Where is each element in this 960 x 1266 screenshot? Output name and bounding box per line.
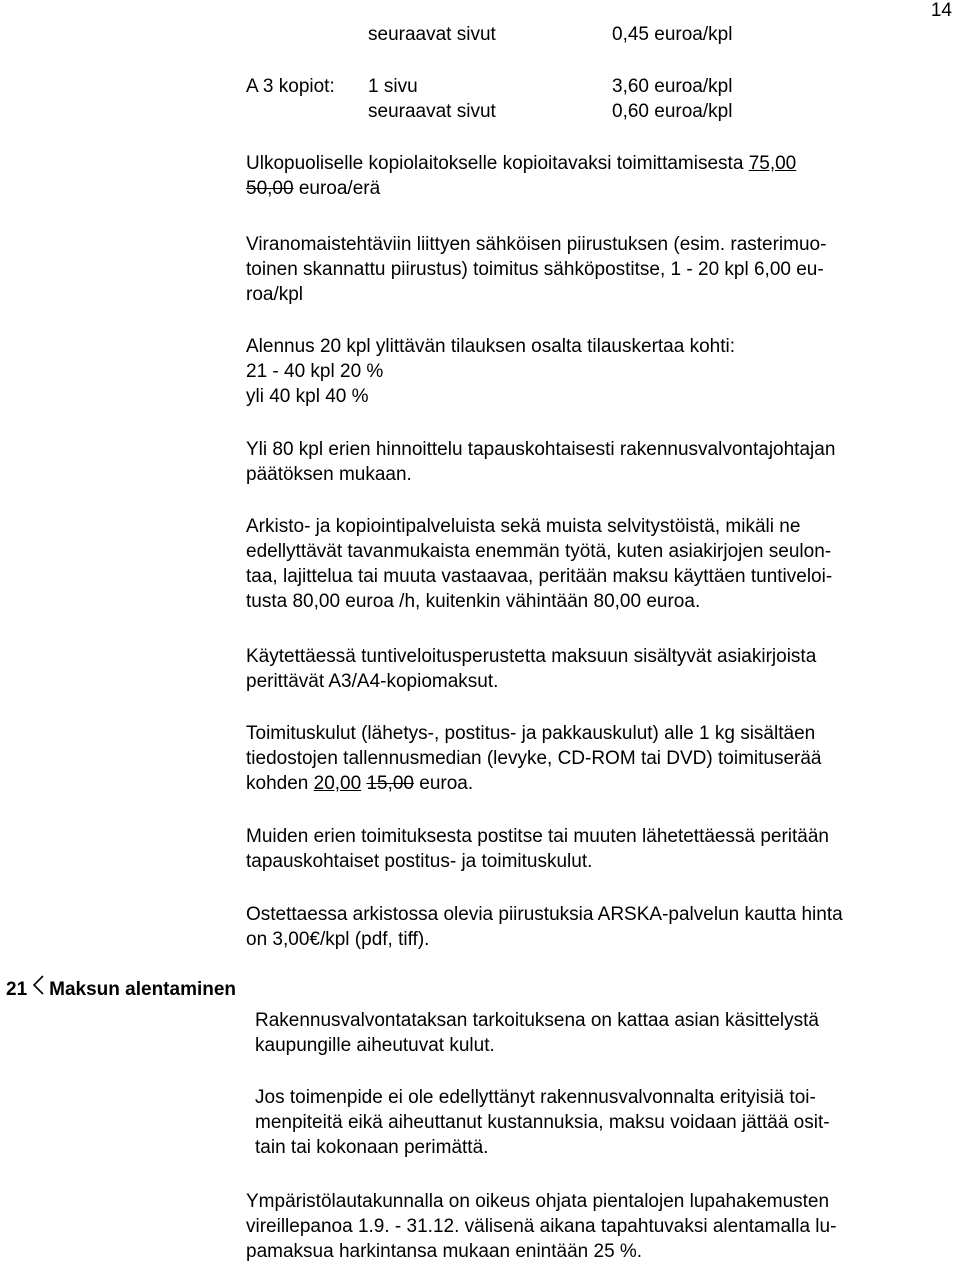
- section21-paragraph-3: [246, 1189, 836, 1264]
- paragraph-line: roa/kpl: [246, 284, 304, 305]
- price-value: 0,60 euroa/kpl: [612, 101, 733, 122]
- paragraph-line: Viranomaistehtäviin liittyen sähköisen piirustuksen (esim. rasterimuo-: [246, 234, 827, 255]
- delivery-text: euroa.: [414, 773, 474, 794]
- paragraph-line: tusta 80,00 euroa /h, kuitenkin vähintään 80,00 euroa.: [246, 591, 701, 612]
- paragraph-line: Käytettäessä tuntiveloitusperustetta maksuun sisältyvät asiakirjoista: [246, 646, 817, 667]
- paragraph-line: Jos toimenpide ei ole edellyttänyt rakennusvalvonnalta erityisiä toi-: [255, 1087, 816, 1108]
- paragraph-line: taa, lajittelua tai muuta vastaavaa, peritään maksu käyttäen tuntiveloi-: [246, 566, 833, 587]
- paragraph-line: kaupungille aiheutuvat kulut.: [255, 1035, 495, 1056]
- arska-paragraph: [246, 902, 843, 952]
- section-link-icon: [31, 975, 45, 995]
- other-delivery-paragraph: [246, 824, 829, 874]
- paragraph-line: perittävät A3/A4-kopiomaksut.: [246, 671, 499, 692]
- price-value: 3,60 euroa/kpl: [612, 76, 733, 97]
- paragraph-line: Alennus 20 kpl ylittävän tilauksen osalta tilauskertaa kohti:: [246, 336, 735, 357]
- discount-paragraph: [246, 334, 735, 409]
- price-label: A 3 kopiot:: [246, 76, 335, 97]
- paragraph-line: Ympäristölautakunnalla on oikeus ohjata pientalojen lupahakemusten: [246, 1191, 830, 1212]
- price-item: seuraavat sivut: [368, 24, 496, 45]
- section-title: Maksun alentaminen: [49, 979, 237, 1000]
- paragraph-line: tain tai kokonaan perimättä.: [255, 1137, 489, 1158]
- external-copy-paragraph: [246, 151, 796, 201]
- paragraph-line: on 3,00€/kpl (pdf, tiff).: [246, 929, 430, 950]
- delivery-paragraph: [246, 721, 822, 796]
- delivery-text: kohden: [246, 773, 314, 794]
- new-price: 75,00: [748, 153, 797, 174]
- paragraph-line: menpiteitä eikä aiheuttanut kustannuksia, maksu voidaan jättää osit-: [255, 1112, 830, 1133]
- paragraph-line: tiedostojen tallennusmedian (levyke, CD-ROM tai DVD) toimituserää: [246, 748, 822, 769]
- paragraph-line: yli 40 kpl 40 %: [246, 386, 369, 407]
- price-item: 1 sivu: [368, 76, 418, 97]
- paragraph-line: Yli 80 kpl erien hinnoittelu tapauskohtaisesti rakennusvalvontajohtajan: [246, 439, 836, 460]
- section-heading: [6, 975, 236, 1001]
- paragraph-line: Muiden erien toimituksesta postitse tai muuten lähetettäessä peritään: [246, 826, 829, 847]
- old-price: 15,00: [366, 773, 414, 794]
- paragraph-line: toinen skannattu piirustus) toimitus sähköpostitse, 1 - 20 kpl 6,00 eu-: [246, 259, 824, 280]
- external-copy-text: Ulkopuoliselle kopiolaitokselle kopioitavaksi toimittamisesta: [246, 153, 749, 174]
- paragraph-line: pamaksua harkintansa mukaan enintään 25 %.: [246, 1241, 643, 1262]
- price-item: seuraavat sivut: [368, 101, 496, 122]
- paragraph-line: [246, 771, 822, 796]
- old-price: 50,00: [246, 178, 294, 199]
- unit-text: euroa/erä: [293, 178, 381, 199]
- digital-delivery-paragraph: [246, 232, 826, 307]
- new-price: 20,00: [313, 773, 362, 794]
- paragraph-line: edellyttävät tavanmukaista enemmän työtä, kuten asiakirjojen seulon-: [246, 541, 832, 562]
- price-value: 0,45 euroa/kpl: [612, 24, 733, 45]
- section21-paragraph-1: [255, 1008, 819, 1058]
- paragraph-line: vireillepanoa 1.9. - 31.12. välisenä aikana tapahtuvaksi alentamalla lu-: [246, 1216, 837, 1237]
- hourly-paragraph: [246, 644, 816, 694]
- paragraph-line: Rakennusvalvontataksan tarkoituksena on kattaa asian käsittelystä: [255, 1010, 819, 1031]
- paragraph-line: 21 - 40 kpl 20 %: [246, 361, 384, 382]
- paragraph-line: Ostettaessa arkistossa olevia piirustuksia ARSKA-palvelun kautta hinta: [246, 904, 843, 925]
- section21-paragraph-2: [255, 1085, 830, 1160]
- paragraph-line: tapauskohtaiset postitus- ja toimituskulut.: [246, 851, 593, 872]
- archive-paragraph: [246, 514, 832, 614]
- page-number: 14: [930, 0, 952, 21]
- paragraph-line: päätöksen mukaan.: [246, 464, 412, 485]
- section-number: 21: [6, 979, 28, 1000]
- paragraph-line: Toimituskulut (lähetys-, postitus- ja pakkauskulut) alle 1 kg sisältäen: [246, 723, 816, 744]
- paragraph-line: Arkisto- ja kopiointipalveluista sekä muista selvitystöistä, mikäli ne: [246, 516, 801, 537]
- over-80-paragraph: [246, 437, 835, 487]
